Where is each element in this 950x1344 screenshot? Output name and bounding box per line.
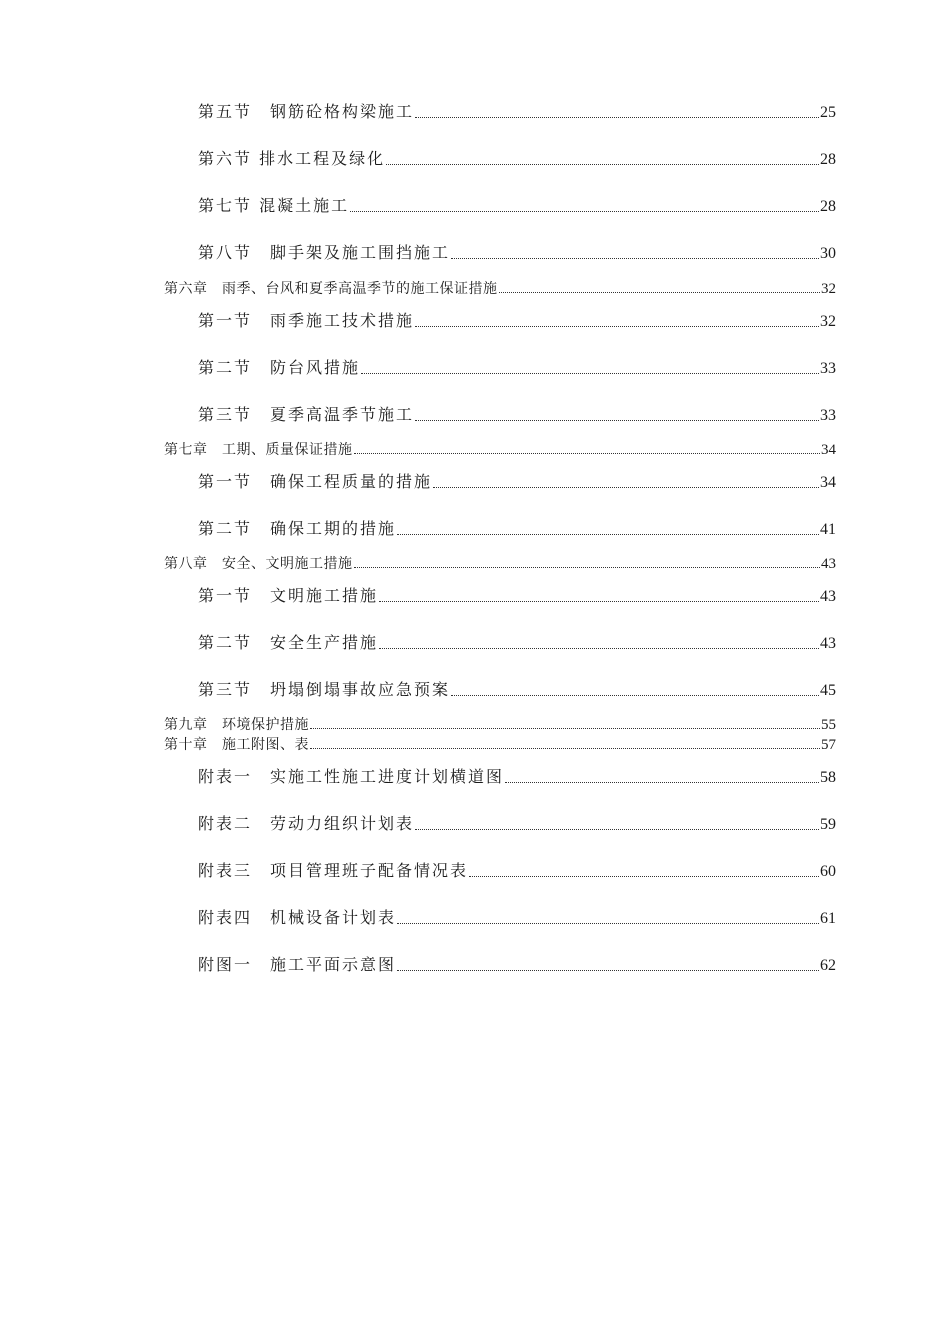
toc-entry-page: 55 <box>821 717 836 733</box>
toc-entry[interactable] <box>198 632 836 654</box>
dot-leader <box>310 727 820 729</box>
toc-entry-title: 第六节 排水工程及绿化 <box>198 149 386 168</box>
dot-leader <box>397 533 819 535</box>
toc-entry-title: 第三节 坍塌倒塌事故应急预案 <box>198 680 451 699</box>
toc-entry[interactable] <box>198 813 836 835</box>
toc-entry-page: 32 <box>820 313 836 330</box>
dot-leader <box>386 163 819 165</box>
toc-entry[interactable] <box>198 954 836 976</box>
toc-entry-page: 43 <box>821 556 836 572</box>
toc-chapter-entry[interactable] <box>164 280 836 298</box>
toc-entry-page: 43 <box>820 588 836 605</box>
toc-entry-page: 34 <box>821 442 836 458</box>
toc-entry-page: 58 <box>820 769 836 786</box>
dot-leader <box>379 600 819 602</box>
toc-entry-title: 第七章 工期、质量保证措施 <box>164 442 353 458</box>
dot-leader <box>350 210 819 212</box>
toc-entry-page: 32 <box>821 281 836 297</box>
toc-entry-title: 第二节 防台风措施 <box>198 358 361 377</box>
toc-entry-page: 57 <box>821 737 836 753</box>
toc-entry-title: 第五节 钢筋砼格构梁施工 <box>198 102 415 121</box>
toc-entry-page: 33 <box>820 407 836 424</box>
dot-leader <box>354 452 821 454</box>
toc-entry-title: 附表四 机械设备计划表 <box>198 908 397 927</box>
toc-chapter-entry[interactable] <box>164 555 836 573</box>
dot-leader <box>451 257 819 259</box>
toc-chapter-entry[interactable] <box>164 736 836 754</box>
dot-leader <box>499 291 821 293</box>
toc-chapter-entry[interactable] <box>164 716 836 734</box>
dot-leader <box>310 747 820 749</box>
toc-entry-page: 61 <box>820 910 836 927</box>
toc-entry-title: 第七节 混凝土施工 <box>198 196 350 215</box>
toc-entry[interactable] <box>198 310 836 332</box>
toc-entry[interactable] <box>198 766 836 788</box>
dot-leader <box>433 486 819 488</box>
toc-entry-title: 第九章 环境保护措施 <box>164 717 309 733</box>
dot-leader <box>505 781 819 783</box>
toc-entry-title: 第六章 雨季、台风和夏季高温季节的施工保证措施 <box>164 281 498 297</box>
toc-entry[interactable] <box>198 357 836 379</box>
dot-leader <box>354 566 821 568</box>
toc-entry-page: 28 <box>820 151 836 168</box>
toc-entry-page: 25 <box>820 104 836 121</box>
dot-leader <box>415 325 819 327</box>
toc-entry-page: 30 <box>820 245 836 262</box>
toc-entry-page: 43 <box>820 635 836 652</box>
toc-entry[interactable] <box>198 404 836 426</box>
dot-leader <box>397 969 819 971</box>
toc-entry-page: 34 <box>820 474 836 491</box>
toc-entry[interactable] <box>198 101 836 123</box>
toc-entry-title: 第一节 文明施工措施 <box>198 586 379 605</box>
toc-entry-title: 附表一 实施工性施工进度计划横道图 <box>198 767 505 786</box>
toc-entry-page: 28 <box>820 198 836 215</box>
toc-entry-title: 第二节 安全生产措施 <box>198 633 379 652</box>
toc-entry-title: 第八节 脚手架及施工围挡施工 <box>198 243 451 262</box>
toc-entry-page: 59 <box>820 816 836 833</box>
toc-entry-page: 41 <box>820 521 836 538</box>
dot-leader <box>397 922 819 924</box>
toc-entry-title: 第八章 安全、文明施工措施 <box>164 556 353 572</box>
toc-entry[interactable] <box>198 242 836 264</box>
toc-entry-title: 附表三 项目管理班子配备情况表 <box>198 861 469 880</box>
toc-entry[interactable] <box>198 860 836 882</box>
toc-entry[interactable] <box>198 679 836 701</box>
dot-leader <box>451 694 819 696</box>
toc-entry[interactable] <box>198 148 836 170</box>
toc-entry-page: 33 <box>820 360 836 377</box>
toc-entry-page: 45 <box>820 682 836 699</box>
toc-chapter-entry[interactable] <box>164 441 836 459</box>
toc-entry-title: 附表二 劳动力组织计划表 <box>198 814 415 833</box>
toc-entry-title: 第一节 确保工程质量的措施 <box>198 472 433 491</box>
dot-leader <box>469 875 819 877</box>
dot-leader <box>379 647 819 649</box>
toc-entry[interactable] <box>198 585 836 607</box>
dot-leader <box>415 419 819 421</box>
toc-entry[interactable] <box>198 907 836 929</box>
dot-leader <box>415 828 819 830</box>
toc-entry-title: 第一节 雨季施工技术措施 <box>198 311 415 330</box>
toc-entry[interactable] <box>198 471 836 493</box>
toc-entry-title: 第十章 施工附图、表 <box>164 737 309 753</box>
toc-entry-page: 60 <box>820 863 836 880</box>
toc-entry[interactable] <box>198 518 836 540</box>
dot-leader <box>415 116 819 118</box>
toc-entry-page: 62 <box>820 957 836 974</box>
toc-entry-title: 附图一 施工平面示意图 <box>198 955 397 974</box>
toc-entry-title: 第二节 确保工期的措施 <box>198 519 397 538</box>
toc-entry-title: 第三节 夏季高温季节施工 <box>198 405 415 424</box>
toc-entry[interactable] <box>198 195 836 217</box>
dot-leader <box>361 372 819 374</box>
